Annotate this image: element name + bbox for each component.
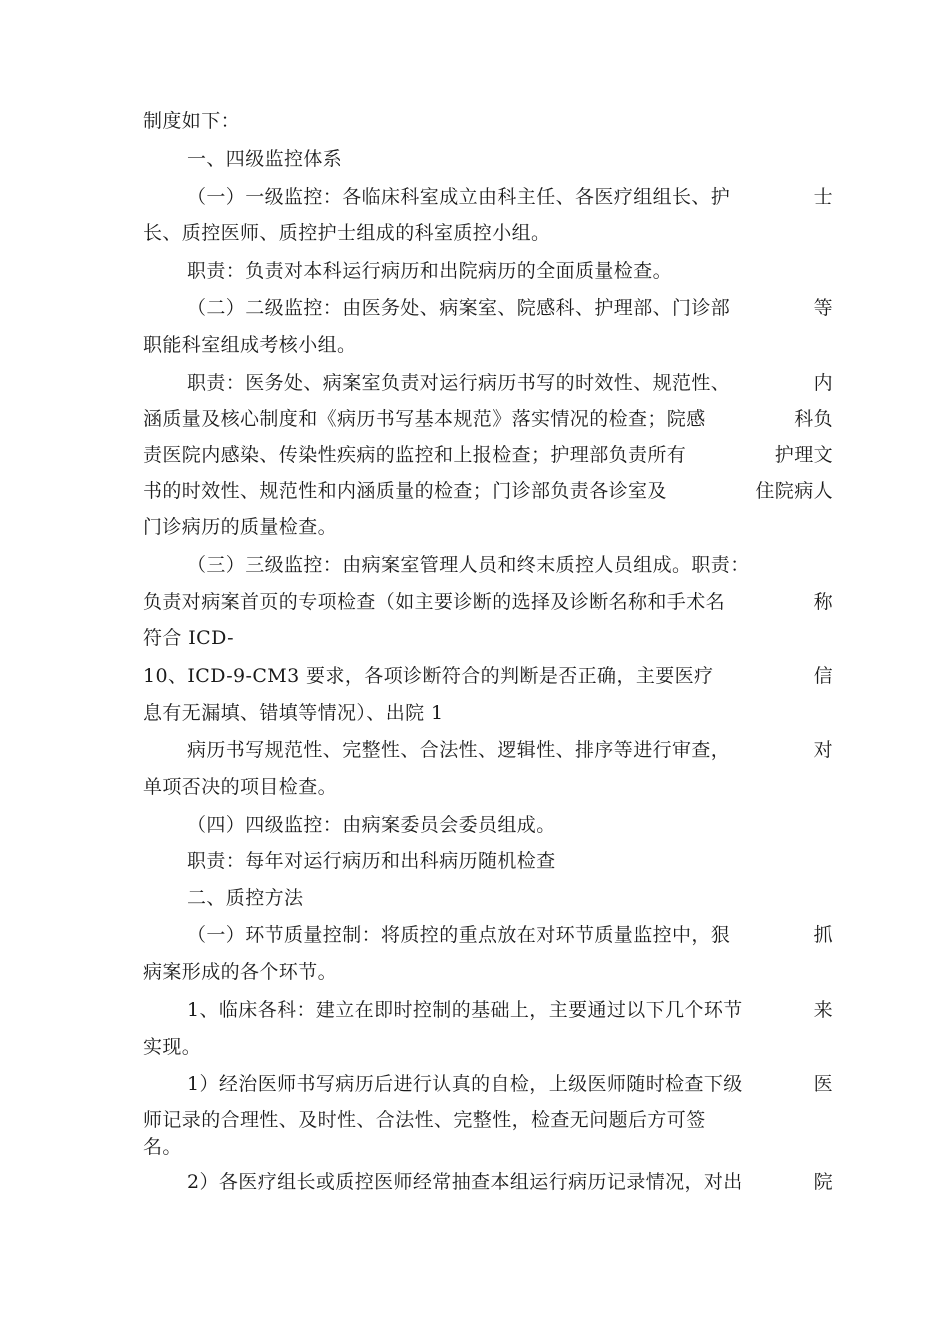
section-heading: 一、四级监控体系 [187, 148, 343, 170]
paragraph-line: （二）二级监控：由医务处、病案室、院感科、护理部、门诊部 等 [187, 297, 833, 319]
paragraph-line: 涵质量及核心制度和《病历书写基本规范》落实情况的检查；院感 科负 [143, 408, 833, 430]
paragraph-line: 单项否决的项目检查。 [143, 776, 338, 798]
paragraph-line: 10、ICD-9-CM3 要求，各项诊断符合的判断是否正确，主要医疗 信 [143, 665, 833, 687]
paragraph-line: （一）一级监控：各临床科室成立由科主任、各医疗组组长、护 士 [187, 186, 833, 208]
paragraph-line: （四）四级监控：由病案委员会委员组成。 [187, 814, 556, 836]
paragraph-line: 实现。 [143, 1036, 202, 1058]
text-line: 制度如下： [143, 110, 241, 132]
paragraph-line: 职责：负责对本科运行病历和出院病历的全面质量检查。 [187, 260, 673, 282]
paragraph-line: 门诊病历的质量检查。 [143, 516, 338, 538]
paragraph-line: 1）经治医师书写病历后进行认真的自检，上级医师随时检查下级 医 [187, 1073, 833, 1095]
paragraph-line: 负责对病案首页的专项检查（如主要诊断的选择及诊断名称和手术名 称 [143, 591, 833, 613]
paragraph-line: 长、质控医师、质控护士组成的科室质控小组。 [143, 222, 551, 244]
paragraph-line: 符合 ICD- [143, 627, 234, 649]
paragraph-line: 病案形成的各个环节。 [143, 961, 338, 983]
paragraph-line: （三）三级监控：由病案室管理人员和终末质控人员组成。职责： [187, 554, 750, 576]
section-heading: 二、质控方法 [187, 887, 304, 909]
paragraph-line: （一）环节质量控制：将质控的重点放在对环节质量监控中，狠 抓 [187, 924, 833, 946]
paragraph-line: 责医院内感染、传染性疾病的监控和上报检查；护理部负责所有 护理文 [143, 444, 833, 466]
paragraph-line: 病历书写规范性、完整性、合法性、逻辑性、排序等进行审查， 对 [187, 739, 833, 761]
paragraph-line: 师记录的合理性、及时性、合法性、完整性，检查无问题后方可签 [143, 1109, 706, 1131]
paragraph-line: 2）各医疗组长或质控医师经常抽查本组运行病历记录情况，对出 院 [187, 1171, 833, 1193]
paragraph-line: 职责：每年对运行病历和出科病历随机检查 [187, 850, 556, 872]
paragraph-line: 1、临床各科：建立在即时控制的基础上，主要通过以下几个环节 来 [187, 999, 833, 1021]
paragraph-line: 职责：医务处、病案室负责对运行病历书写的时效性、规范性、 内 [187, 372, 833, 394]
paragraph-line: 息有无漏填、错填等情况）、出院 1 [143, 702, 444, 724]
paragraph-line: 职能科室组成考核小组。 [143, 334, 357, 356]
paragraph-line: 书的时效性、规范性和内涵质量的检查；门诊部负责各诊室及 住院病人 [143, 480, 833, 502]
paragraph-line: 名。 [143, 1136, 182, 1158]
